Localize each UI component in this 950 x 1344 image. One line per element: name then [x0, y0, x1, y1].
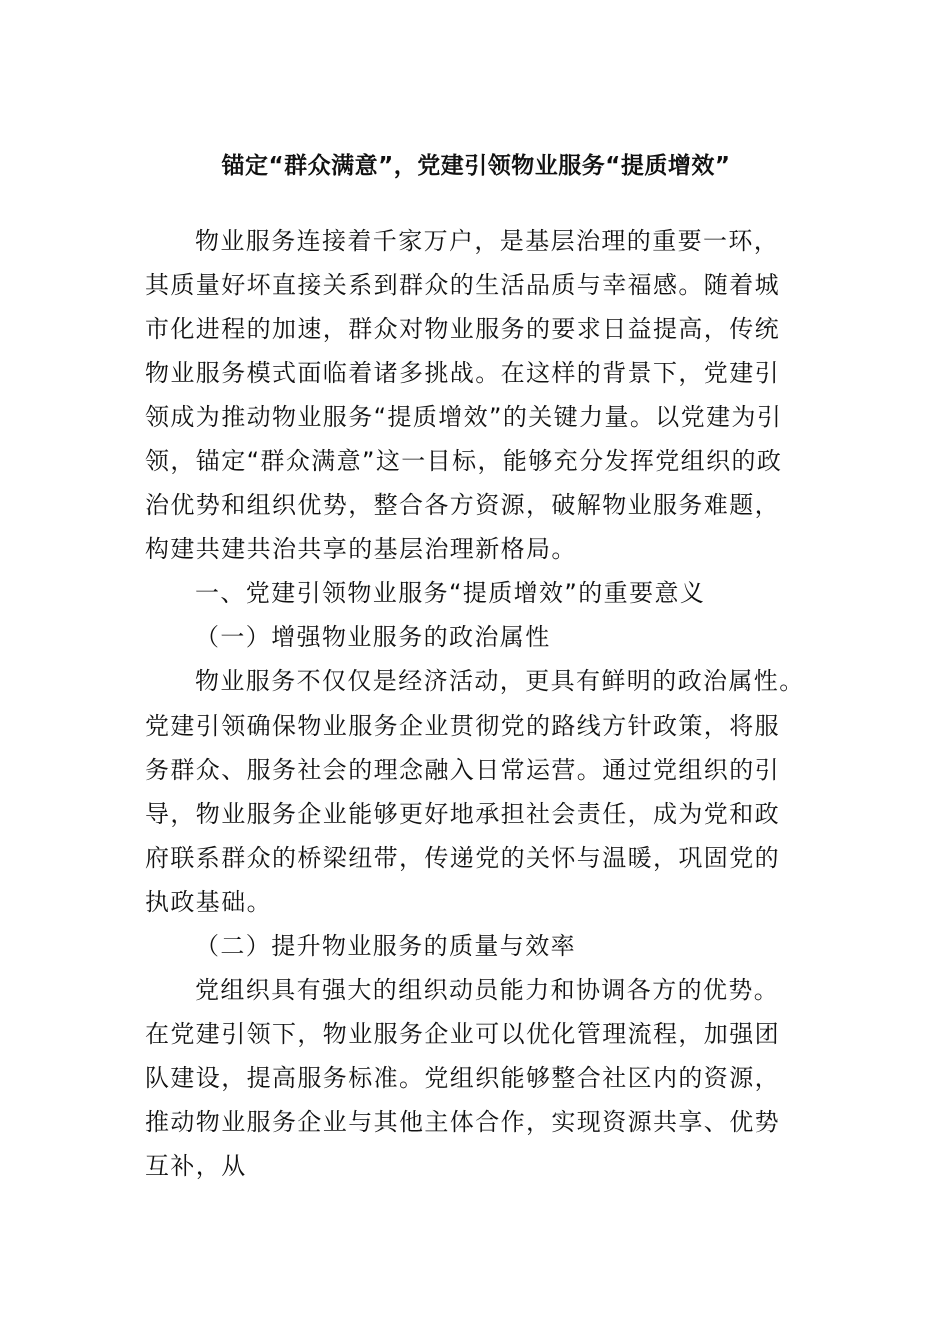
paragraph-line: 领，锚定“群众满意”这一目标，能够充分发挥党组织的政	[145, 447, 783, 475]
subsection-heading: （一）增强物业服务的政治属性	[195, 623, 551, 651]
paragraph-line: 队建设，提高服务标准。党组织能够整合社区内的资源，	[145, 1064, 780, 1092]
section-heading: 一、党建引领物业服务“提质增效”的重要意义	[195, 579, 706, 607]
paragraph-line: 其质量好坏直接关系到群众的生活品质与幸福感。随着城	[145, 271, 780, 299]
paragraph-line: 党组织具有强大的组织动员能力和协调各方的优势。	[195, 976, 780, 1004]
paragraph-line: 构建共建共治共享的基层治理新格局。	[145, 535, 577, 563]
paragraph-line: 党建引领确保物业服务企业贯彻党的路线方针政策，将服	[145, 712, 780, 740]
paragraph-line: 治优势和组织优势，整合各方资源，破解物业服务难题，	[145, 491, 780, 519]
paragraph-line: 导，物业服务企业能够更好地承担社会责任，成为党和政	[145, 800, 780, 828]
paragraph-line: 领成为推动物业服务“提质增效”的关键力量。以党建为引	[145, 403, 783, 431]
paragraph-line: 在党建引领下，物业服务企业可以优化管理流程，加强团	[145, 1020, 780, 1048]
paragraph-line: 市化进程的加速，群众对物业服务的要求日益提高，传统	[145, 315, 780, 343]
subsection-heading: （二）提升物业服务的质量与效率	[195, 932, 576, 960]
paragraph-line: 物业服务连接着千家万户，是基层治理的重要一环，	[195, 227, 780, 255]
paragraph-line: 互补，从	[145, 1152, 247, 1180]
paragraph-line: 执政基础。	[145, 888, 272, 916]
paragraph-line: 物业服务模式面临着诸多挑战。在这样的背景下，党建引	[145, 359, 780, 387]
paragraph-line: 推动物业服务企业与其他主体合作，实现资源共享、优势	[145, 1108, 780, 1136]
paragraph-line: 务群众、服务社会的理念融入日常运营。通过党组织的引	[145, 756, 780, 784]
paragraph-line: 府联系群众的桥梁纽带，传递党的关怀与温暖，巩固党的	[145, 844, 780, 872]
paragraph-line: 物业服务不仅仅是经济活动，更具有鲜明的政治属性。	[195, 667, 805, 695]
document-title: 锚定“群众满意”，党建引领物业服务“提质增效”	[221, 153, 731, 179]
